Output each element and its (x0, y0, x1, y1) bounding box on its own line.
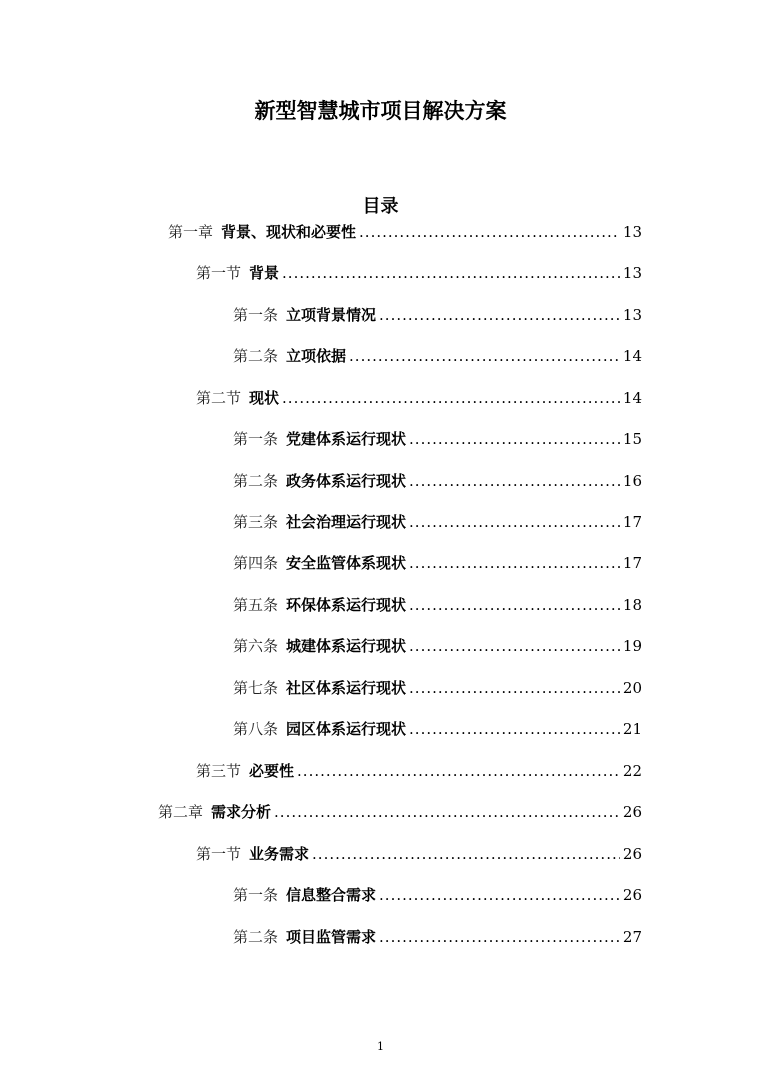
toc-entry-page: 22 (622, 762, 642, 780)
toc-entry-page: 26 (622, 803, 642, 821)
toc-leader-dots (379, 928, 620, 946)
toc-leader-dots (349, 347, 620, 365)
toc-leader-dots (379, 886, 620, 904)
toc-entry[interactable] (233, 470, 642, 492)
toc-entry-page: 19 (622, 637, 642, 655)
toc-leader-dots (409, 720, 620, 738)
toc-leader-dots (409, 554, 620, 572)
toc-entry-title: 现状 (249, 389, 280, 407)
toc-leader-dots (359, 223, 620, 241)
toc-entry-title: 背景 (249, 264, 280, 282)
toc-leader-dots (409, 679, 620, 697)
toc-entry-page: 16 (622, 472, 642, 490)
document-title: 新型智慧城市项目解决方案 (254, 99, 507, 123)
toc-entry[interactable] (233, 345, 642, 367)
toc-entry-title: 安全监管体系现状 (286, 554, 407, 572)
toc-entry-page: 20 (622, 679, 642, 697)
toc-entry[interactable] (196, 843, 642, 865)
toc-entry[interactable] (233, 926, 642, 948)
toc-entry[interactable] (233, 677, 642, 699)
toc-leader-dots (409, 596, 620, 614)
toc-entry-label: 第一条 (233, 306, 279, 324)
toc-entry-title: 社区体系运行现状 (286, 679, 407, 697)
toc-entry[interactable] (233, 884, 642, 906)
toc-entry-page: 13 (622, 264, 642, 282)
toc-entry-label: 第四条 (233, 554, 279, 572)
toc-entry-title: 信息整合需求 (286, 886, 377, 904)
toc-entry-page: 15 (622, 430, 642, 448)
toc-leader-dots (297, 762, 620, 780)
toc-entry-page: 21 (622, 720, 642, 738)
toc-entry-label: 第二条 (233, 347, 279, 365)
toc-entry-title: 业务需求 (249, 845, 310, 863)
toc-entry-page: 13 (622, 223, 642, 241)
toc-leader-dots (409, 430, 620, 448)
toc-leader-dots (379, 306, 620, 324)
toc-entry[interactable] (168, 221, 642, 243)
toc-entry[interactable] (233, 511, 642, 533)
toc-entry-label: 第八条 (233, 720, 279, 738)
toc-entry-label: 第一节 (196, 264, 242, 282)
toc-entry[interactable] (196, 387, 642, 409)
toc-leader-dots (409, 472, 620, 490)
toc-entry[interactable] (233, 304, 642, 326)
toc-entry-label: 第一条 (233, 886, 279, 904)
toc-entry-title: 环保体系运行现状 (286, 596, 407, 614)
toc-entry-label: 第二条 (233, 472, 279, 490)
toc-entry-title: 立项依据 (286, 347, 347, 365)
toc-leader-dots (409, 637, 620, 655)
toc-entry[interactable] (233, 594, 642, 616)
toc-entry-page: 17 (622, 513, 642, 531)
toc-entry-title: 项目监管需求 (286, 928, 377, 946)
toc-entry[interactable] (233, 718, 642, 740)
toc-entry-page: 26 (622, 845, 642, 863)
toc-entry-title: 党建体系运行现状 (286, 430, 407, 448)
toc-entry-title: 城建体系运行现状 (286, 637, 407, 655)
toc-entry-label: 第一节 (196, 845, 242, 863)
toc-leader-dots (312, 845, 620, 863)
page-number: 1 (377, 1040, 384, 1053)
toc-leader-dots (274, 803, 620, 821)
toc-entry-title: 立项背景情况 (286, 306, 377, 324)
toc-leader-dots (409, 513, 620, 531)
toc-entry-page: 26 (622, 886, 642, 904)
toc-entry-title: 背景、现状和必要性 (221, 223, 357, 241)
toc-entry-title: 政务体系运行现状 (286, 472, 407, 490)
toc-heading: 目录 (362, 196, 399, 217)
toc-leader-dots (282, 389, 620, 407)
toc-entry-title: 园区体系运行现状 (286, 720, 407, 738)
toc-entry-label: 第二条 (233, 928, 279, 946)
toc-entry-page: 27 (622, 928, 642, 946)
toc-entry-label: 第七条 (233, 679, 279, 697)
toc-entry-page: 13 (622, 306, 642, 324)
toc-entry-title: 社会治理运行现状 (286, 513, 407, 531)
toc-entry-label: 第一条 (233, 430, 279, 448)
toc-entry[interactable] (233, 552, 642, 574)
toc-entry[interactable] (233, 428, 642, 450)
toc-entry-label: 第三节 (196, 762, 242, 780)
toc-entry-page: 17 (622, 554, 642, 572)
toc-entry-page: 18 (622, 596, 642, 614)
toc-entry-label: 第六条 (233, 637, 279, 655)
toc-entry[interactable] (233, 635, 642, 657)
toc-entry[interactable] (196, 760, 642, 782)
toc-entry-label: 第二章 (158, 803, 204, 821)
toc-entry-label: 第一章 (168, 223, 214, 241)
toc-entry-label: 第五条 (233, 596, 279, 614)
toc-entry-title: 需求分析 (211, 803, 272, 821)
toc-entry[interactable] (158, 801, 642, 823)
toc-entry-title: 必要性 (249, 762, 295, 780)
toc-leader-dots (282, 264, 620, 282)
toc-entry-page: 14 (622, 347, 642, 365)
toc-entry[interactable] (196, 262, 642, 284)
toc-entry-label: 第三条 (233, 513, 279, 531)
toc-entry-label: 第二节 (196, 389, 242, 407)
toc-entry-page: 14 (622, 389, 642, 407)
